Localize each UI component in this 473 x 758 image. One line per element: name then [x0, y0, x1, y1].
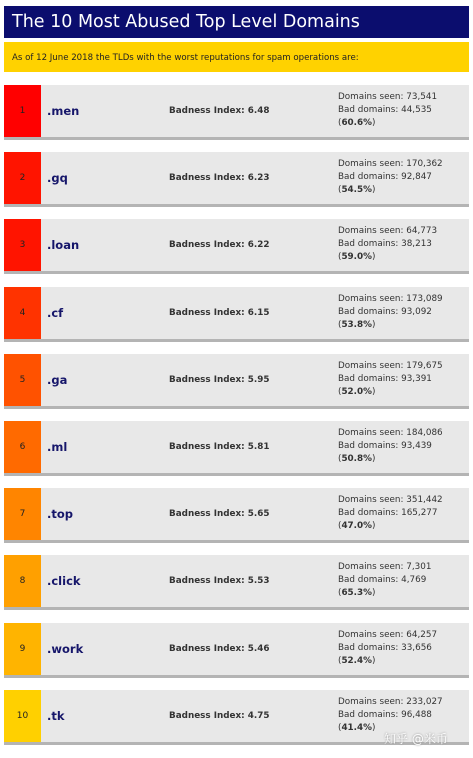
bad-domains-value: 44,535: [401, 105, 432, 115]
bad-domains-line: [338, 104, 437, 117]
bad-percentage: 52.0%: [341, 387, 372, 397]
bad-domains-label: Bad domains:: [338, 575, 399, 585]
bad-domains-value: 93,092: [401, 307, 432, 317]
domains-seen-value: 173,089: [406, 294, 443, 304]
domain-stats: [338, 561, 431, 600]
badness-index: [169, 374, 270, 386]
badness-label: Badness Index:: [169, 711, 245, 721]
rank-badge: [4, 488, 41, 540]
domains-seen-label: Domains seen:: [338, 294, 404, 304]
bad-percentage: 50.8%: [341, 454, 372, 464]
badness-value: 5.46: [247, 644, 270, 654]
bad-percentage-line: (52.0%): [338, 387, 376, 397]
domain-stats: [338, 427, 443, 466]
bad-percentage: 41.4%: [341, 723, 372, 733]
watermark: 知乎 @米币: [384, 732, 448, 746]
badness-label: Badness Index:: [169, 442, 245, 452]
bad-domains-label: Bad domains:: [338, 307, 399, 317]
domain-stats: [338, 91, 437, 130]
bad-domains-label: Bad domains:: [338, 508, 399, 518]
page-subtitle: As of 12 June 2018 the TLDs with the worst reputations for spam operations are:: [4, 42, 469, 72]
bad-domains-value: 96,488: [401, 710, 432, 720]
list-item: [4, 354, 469, 409]
badness-index: [169, 710, 270, 722]
badness-value: 6.22: [247, 240, 270, 250]
domain-stats: [338, 158, 443, 197]
domains-seen-value: 170,362: [406, 159, 443, 169]
bad-domains-label: Bad domains:: [338, 710, 399, 720]
list-item: [4, 555, 469, 610]
rank-badge: [4, 85, 41, 137]
domain-stats: [338, 494, 443, 533]
rank-number: 9: [19, 644, 26, 654]
list-item: [4, 421, 469, 476]
domains-seen-line: [338, 293, 443, 306]
domains-seen-line: [338, 696, 443, 709]
bad-domains-value: 92,847: [401, 172, 432, 182]
domain-stats: [338, 629, 437, 668]
bad-domains-label: Bad domains:: [338, 172, 399, 182]
bad-domains-label: Bad domains:: [338, 374, 399, 384]
list-item: [4, 152, 469, 207]
domains-seen-line: [338, 629, 437, 642]
domains-seen-line: [338, 225, 437, 238]
rank-number: 8: [19, 576, 26, 586]
domains-seen-line: [338, 158, 443, 171]
bad-percentage-line: (60.6%): [338, 118, 376, 128]
rank-number: 3: [19, 240, 26, 250]
badness-value: 5.53: [247, 576, 270, 586]
badness-value: 6.23: [247, 173, 270, 183]
badness-value: 6.48: [247, 106, 270, 116]
rank-number: 1: [19, 106, 26, 116]
badness-value: 6.15: [247, 308, 270, 318]
bad-percentage: 52.4%: [341, 656, 372, 666]
list-item: [4, 287, 469, 342]
bad-percentage-line: (50.8%): [338, 454, 376, 464]
rank-number: 6: [19, 442, 26, 452]
domains-seen-label: Domains seen:: [338, 697, 404, 707]
badness-index: [169, 643, 270, 655]
domains-seen-line: [338, 360, 443, 373]
bad-percentage-line: (65.3%): [338, 588, 376, 598]
badness-index: [169, 239, 270, 251]
rank-number: 5: [19, 375, 26, 385]
domain-stats: [338, 225, 437, 264]
bad-domains-line: [338, 238, 437, 251]
rank-badge: [4, 555, 41, 607]
bad-percentage: 54.5%: [341, 185, 372, 195]
bad-percentage: 65.3%: [341, 588, 372, 598]
tld-name: .tk: [47, 709, 65, 723]
bad-domains-label: Bad domains:: [338, 105, 399, 115]
bad-domains-value: 33,656: [401, 643, 432, 653]
rank-badge: [4, 354, 41, 406]
bad-percentage-line: (59.0%): [338, 252, 376, 262]
bad-domains-line: [338, 306, 443, 319]
tld-name: .ga: [47, 373, 68, 387]
bad-domains-line: [338, 574, 431, 587]
domain-stats: [338, 293, 443, 332]
domains-seen-line: [338, 427, 443, 440]
tld-name: .gq: [47, 171, 68, 185]
badness-label: Badness Index:: [169, 644, 245, 654]
bad-percentage-line: (52.4%): [338, 656, 376, 666]
domains-seen-label: Domains seen:: [338, 226, 404, 236]
domains-seen-value: 351,442: [406, 495, 443, 505]
badness-value: 5.95: [247, 375, 270, 385]
rank-badge: [4, 623, 41, 675]
bad-percentage-line: (54.5%): [338, 185, 376, 195]
bad-domains-label: Bad domains:: [338, 643, 399, 653]
domains-seen-label: Domains seen:: [338, 361, 404, 371]
list-item: [4, 219, 469, 274]
domains-seen-value: 233,027: [406, 697, 443, 707]
domains-seen-label: Domains seen:: [338, 159, 404, 169]
domains-seen-label: Domains seen:: [338, 495, 404, 505]
badness-label: Badness Index:: [169, 240, 245, 250]
rank-badge: [4, 152, 41, 204]
domains-seen-label: Domains seen:: [338, 630, 404, 640]
rank-number: 7: [19, 509, 26, 519]
bad-percentage: 53.8%: [341, 320, 372, 330]
badness-label: Badness Index:: [169, 173, 245, 183]
tld-name: .ml: [47, 440, 68, 454]
domain-stats: [338, 360, 443, 399]
bad-percentage: 47.0%: [341, 521, 372, 531]
list-item: [4, 488, 469, 543]
domains-seen-label: Domains seen:: [338, 428, 404, 438]
tld-name: .top: [47, 507, 73, 521]
bad-percentage-line: (41.4%): [338, 723, 376, 733]
bad-domains-line: [338, 507, 443, 520]
bad-domains-value: 38,213: [401, 239, 432, 249]
badness-value: 5.81: [247, 442, 270, 452]
list-item: [4, 623, 469, 678]
domains-seen-value: 73,541: [406, 92, 438, 102]
bad-percentage: 59.0%: [341, 252, 372, 262]
list-item: [4, 85, 469, 140]
badness-index: [169, 172, 270, 184]
tld-name: .work: [47, 642, 84, 656]
badness-index: [169, 508, 270, 520]
badness-label: Badness Index:: [169, 576, 245, 586]
bad-domains-line: [338, 709, 443, 722]
domains-seen-line: [338, 561, 431, 574]
bad-domains-line: [338, 642, 437, 655]
rank-number: 4: [19, 308, 26, 318]
rank-badge: [4, 421, 41, 473]
bad-percentage: 60.6%: [341, 118, 372, 128]
domains-seen-value: 184,086: [406, 428, 443, 438]
badness-index: [169, 575, 270, 587]
domains-seen-value: 179,675: [406, 361, 443, 371]
bad-domains-label: Bad domains:: [338, 239, 399, 249]
bad-domains-value: 165,277: [401, 508, 438, 518]
bad-domains-value: 93,391: [401, 374, 432, 384]
badness-index: [169, 441, 270, 453]
bad-domains-line: [338, 440, 443, 453]
badness-label: Badness Index:: [169, 375, 245, 385]
badness-index: [169, 307, 270, 319]
rank-badge: [4, 287, 41, 339]
rank-badge: [4, 219, 41, 271]
bad-domains-line: [338, 171, 443, 184]
domains-seen-label: Domains seen:: [338, 92, 404, 102]
badness-index: [169, 105, 270, 117]
domains-seen-line: [338, 494, 443, 507]
bad-domains-label: Bad domains:: [338, 441, 399, 451]
bad-domains-value: 93,439: [401, 441, 432, 451]
page-title: The 10 Most Abused Top Level Domains: [4, 6, 469, 38]
badness-value: 5.65: [247, 509, 270, 519]
badness-label: Badness Index:: [169, 308, 245, 318]
tld-name: .cf: [47, 306, 64, 320]
domains-seen-line: [338, 91, 437, 104]
badness-value: 4.75: [247, 711, 270, 721]
bad-domains-value: 4,769: [401, 575, 427, 585]
badness-label: Badness Index:: [169, 106, 245, 116]
badness-label: Badness Index:: [169, 509, 245, 519]
rank-number: 2: [19, 173, 26, 183]
bad-percentage-line: (53.8%): [338, 320, 376, 330]
rank-badge: [4, 690, 41, 742]
tld-name: .men: [47, 104, 80, 118]
domains-seen-label: Domains seen:: [338, 562, 404, 572]
domains-seen-value: 7,301: [406, 562, 432, 572]
bad-percentage-line: (47.0%): [338, 521, 376, 531]
domains-seen-value: 64,773: [406, 226, 438, 236]
bad-domains-line: [338, 373, 443, 386]
domains-seen-value: 64,257: [406, 630, 438, 640]
tld-name: .click: [47, 574, 81, 588]
rank-number: 10: [16, 711, 29, 721]
tld-name: .loan: [47, 238, 80, 252]
